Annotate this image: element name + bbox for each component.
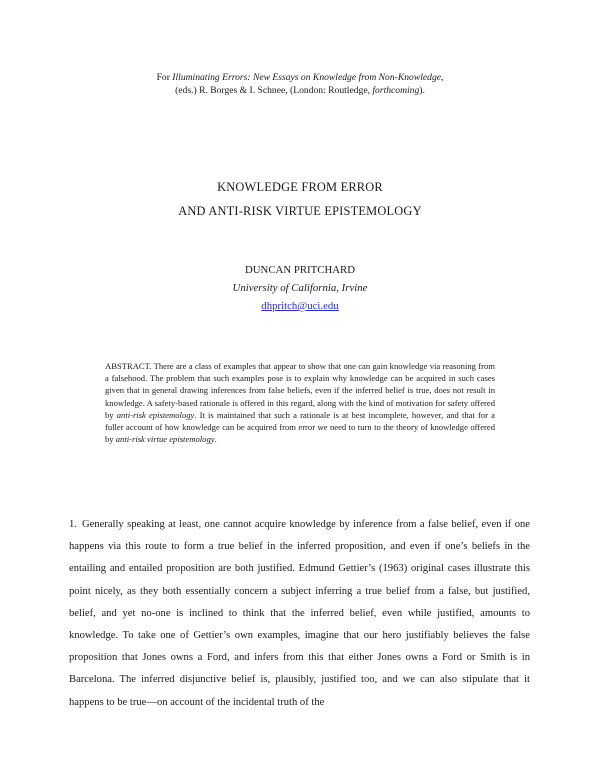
title-line-2: AND ANTI-RISK VIRTUE EPISTEMOLOGY xyxy=(178,204,422,218)
publication-line-1 xyxy=(0,71,600,84)
author-affiliation: University of California, Irvine xyxy=(232,282,368,294)
section-number: 1. xyxy=(69,519,77,530)
publication-status: forthcoming xyxy=(372,85,420,96)
book-title: Illuminating Errors: New Essays on Knowledge from Non-Knowledge xyxy=(172,72,442,83)
abstract-text-1: ABSTRACT. There are a class of examples that appear to show that one can gain knowledge via reasoning from a falsehood. The problem that such examples pose is to explain why knowledge can be acquired in such cases given that in general drawing inferences from false beliefs, even if the inferred belief is true, does not result in knowledge. A safety-based rationale is offered in this regard, along with the kind of motivation for safety offered by xyxy=(105,361,495,420)
paper-title xyxy=(0,175,600,223)
publication-end: ). xyxy=(419,85,425,96)
abstract xyxy=(105,360,495,445)
body-text xyxy=(69,514,530,714)
editors-text: (eds.) R. Borges & I. Schnee, (London: Routledge, xyxy=(175,85,373,96)
publication-suffix: , xyxy=(441,72,444,83)
publication-line-2 xyxy=(0,84,600,97)
author-email-link[interactable]: dhpritch@uci.edu xyxy=(261,300,339,312)
title-line-1: KNOWLEDGE FROM ERROR xyxy=(217,180,383,194)
author-block xyxy=(0,261,600,315)
publication-note xyxy=(0,71,600,97)
abstract-text-3: . xyxy=(214,434,217,445)
abstract-term-1: anti-risk epistemology xyxy=(116,409,195,420)
author-name: DUNCAN PRITCHARD xyxy=(244,264,356,276)
abstract-text-2: . It is maintained that such a rationale is at best incomplete, however, and that for a fuller account of how knowledge can be acquired from error we need to turn to the theory of knowledge offered by xyxy=(105,409,495,445)
abstract-term-2: anti-risk virtue epistemology xyxy=(115,434,215,445)
body-paragraph: Generally speaking at least, one cannot acquire knowledge by inference from a false belief, even if one happens via this route to form a true belief in the inferred proposition, and even if one’s beliefs in the entailing and entailed proposition are both justified. Edmund Gettier’s (1963) original cases illustrate this point nicely, as they both essentially concern a subject inferring a true belief from a false, but justified, belief, and yet no-one is inclined to think that the inferred belief, even while justified, amounts to knowledge. To take one of Gettier’s own examples, imagine that our hero justifiably believes the false proposition that Jones owns a Ford, and infers from this that either Jones owns a Ford or Smith is in Barcelona. The inferred disjunctive belief is, plausibly, justified too, and we can also stipulate that it happens to be true—on account of the incidental truth of the xyxy=(69,519,530,708)
publication-prefix: For xyxy=(156,72,173,83)
